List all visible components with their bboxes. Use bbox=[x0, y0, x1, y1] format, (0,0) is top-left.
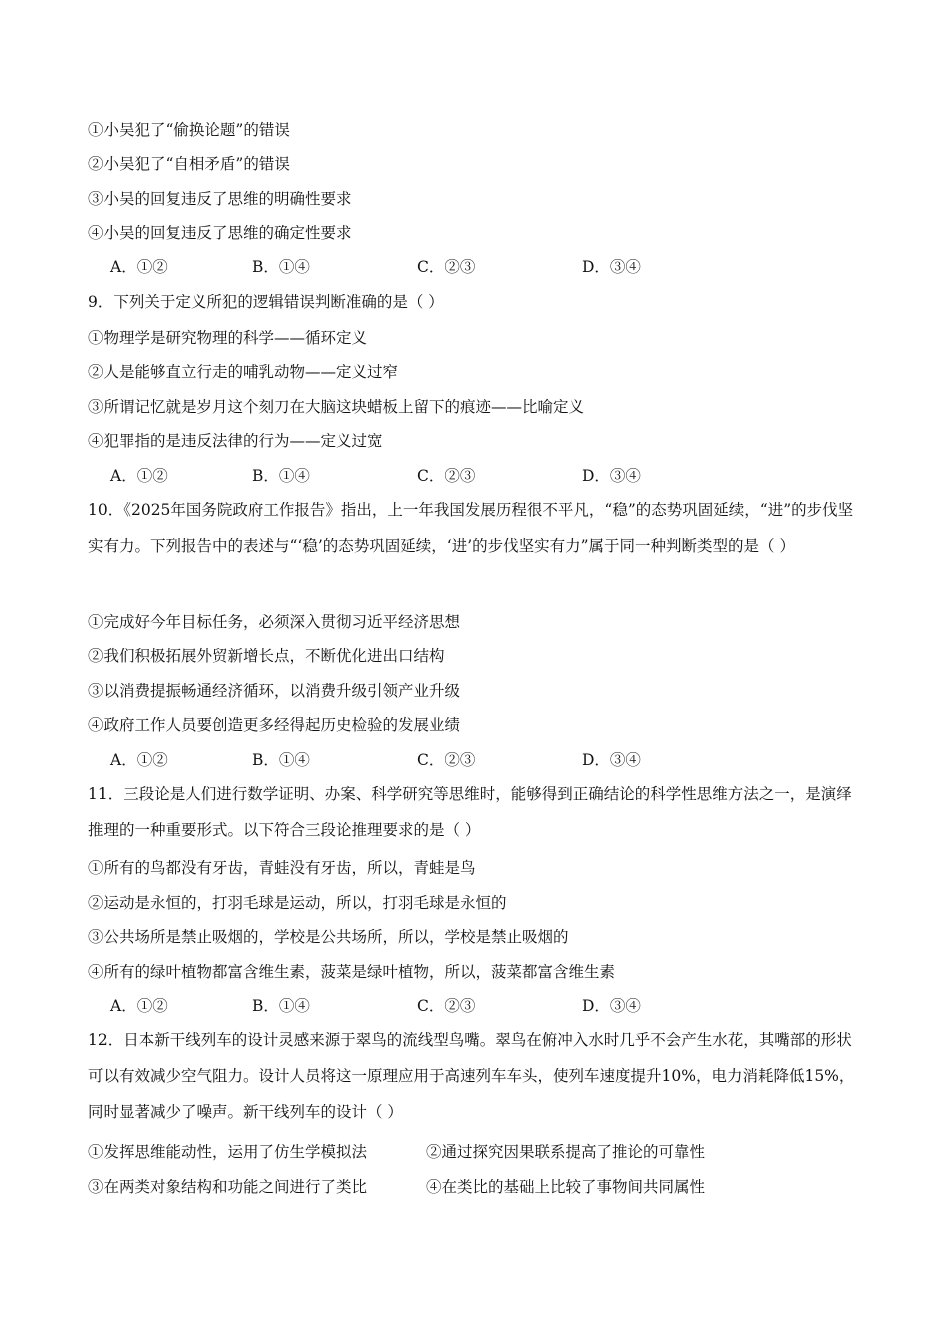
q11-statement-2: ②运动是永恒的，打羽毛球是运动，所以，打羽毛球是永恒的 bbox=[88, 894, 507, 912]
q9-statement-3: ③所谓记忆就是岁月这个刻刀在大脑这块蜡板上留下的痕迹——比喻定义 bbox=[88, 398, 585, 416]
q10-option-d[interactable]: D．③④ bbox=[582, 751, 641, 769]
q10-stem: 10．《2025年国务院政府工作报告》指出，上一年我国发展历程很不平凡，“稳”的态势巩固延续，“进”的步伐坚实有力。下列报告中的表述与“‘稳’的态势巩固延续，‘进’的步伐坚实有力”属于同一种判断类型的是（ ） bbox=[88, 501, 854, 555]
q8-option-a[interactable]: A．①② bbox=[110, 258, 168, 276]
q10-option-a[interactable]: A．①② bbox=[110, 751, 168, 769]
q12-statement-4: ④在类比的基础上比较了事物间共同属性 bbox=[426, 1178, 706, 1196]
q8-option-d[interactable]: D．③④ bbox=[582, 258, 641, 276]
q10-statement-4: ④政府工作人员要创造更多经得起历史检验的发展业绩 bbox=[88, 716, 461, 734]
q9-option-c[interactable]: C．②③ bbox=[417, 467, 476, 485]
q12-statement-1: ①发挥思维能动性，运用了仿生学模拟法 bbox=[88, 1143, 368, 1161]
q9-option-a[interactable]: A．①② bbox=[110, 467, 168, 485]
q8-statement-1: ①小吴犯了“偷换论题”的错误 bbox=[88, 121, 290, 139]
q10-option-b[interactable]: B．①④ bbox=[252, 751, 310, 769]
q11-statement-4: ④所有的绿叶植物都富含维生素，菠菜是绿叶植物，所以，菠菜都富含维生素 bbox=[88, 963, 616, 981]
q9-stem: 9．下列关于定义所犯的逻辑错误判断准确的是（ ） bbox=[88, 293, 444, 311]
q10-statement-1: ①完成好今年目标任务，必须深入贯彻习近平经济思想 bbox=[88, 613, 461, 631]
q8-statement-4: ④小吴的回复违反了思维的确定性要求 bbox=[88, 224, 352, 242]
q8-option-c[interactable]: C．②③ bbox=[417, 258, 476, 276]
q10-statement-3: ③以消费提振畅通经济循环，以消费升级引领产业升级 bbox=[88, 682, 461, 700]
q9-statement-1: ①物理学是研究物理的科学——循环定义 bbox=[88, 329, 368, 347]
q8-option-b[interactable]: B．①④ bbox=[252, 258, 310, 276]
q9-statement-2: ②人是能够直立行走的哺乳动物——定义过窄 bbox=[88, 363, 399, 381]
q12-statement-2: ②通过探究因果联系提高了推论的可靠性 bbox=[426, 1143, 706, 1161]
q9-option-b[interactable]: B．①④ bbox=[252, 467, 310, 485]
q11-statement-1: ①所有的鸟都没有牙齿，青蛙没有牙齿，所以，青蛙是鸟 bbox=[88, 859, 476, 877]
q8-statement-2: ②小吴犯了“自相矛盾”的错误 bbox=[88, 155, 290, 173]
q9-statement-4: ④犯罪指的是违反法律的行为——定义过宽 bbox=[88, 432, 383, 450]
q8-statement-3: ③小吴的回复违反了思维的明确性要求 bbox=[88, 190, 352, 208]
q11-option-b[interactable]: B．①④ bbox=[252, 997, 310, 1015]
q9-option-d[interactable]: D．③④ bbox=[582, 467, 641, 485]
q11-option-a[interactable]: A．①② bbox=[110, 997, 168, 1015]
q12-stem: 12．日本新干线列车的设计灵感来源于翠鸟的流线型鸟嘴。翠鸟在俯冲入水时几乎不会产生水花，其嘴部的形状可以有效减少空气阻力。设计人员将这一原理应用于高速列车车头，使列车速度提升10%，电力消耗降低15%，同时显著减少了噪声。新干线列车的设计（ ） bbox=[88, 1031, 855, 1121]
q12-statement-row-2 bbox=[88, 1177, 706, 1197]
q11-statement-3: ③公共场所是禁止吸烟的，学校是公共场所，所以，学校是禁止吸烟的 bbox=[88, 928, 569, 946]
q12-statement-3: ③在两类对象结构和功能之间进行了类比 bbox=[88, 1178, 368, 1196]
q10-statement-2: ②我们积极拓展外贸新增长点，不断优化进出口结构 bbox=[88, 647, 445, 665]
q12-statement-row-1 bbox=[88, 1142, 706, 1162]
q11-stem: 11．三段论是人们进行数学证明、办案、科学研究等思维时，能够得到正确结论的科学性思维方法之一，是演绎推理的一种重要形式。以下符合三段论推理要求的是（ ） bbox=[88, 785, 852, 839]
q11-option-c[interactable]: C．②③ bbox=[417, 997, 476, 1015]
q11-option-d[interactable]: D．③④ bbox=[582, 997, 641, 1015]
q10-option-c[interactable]: C．②③ bbox=[417, 751, 476, 769]
